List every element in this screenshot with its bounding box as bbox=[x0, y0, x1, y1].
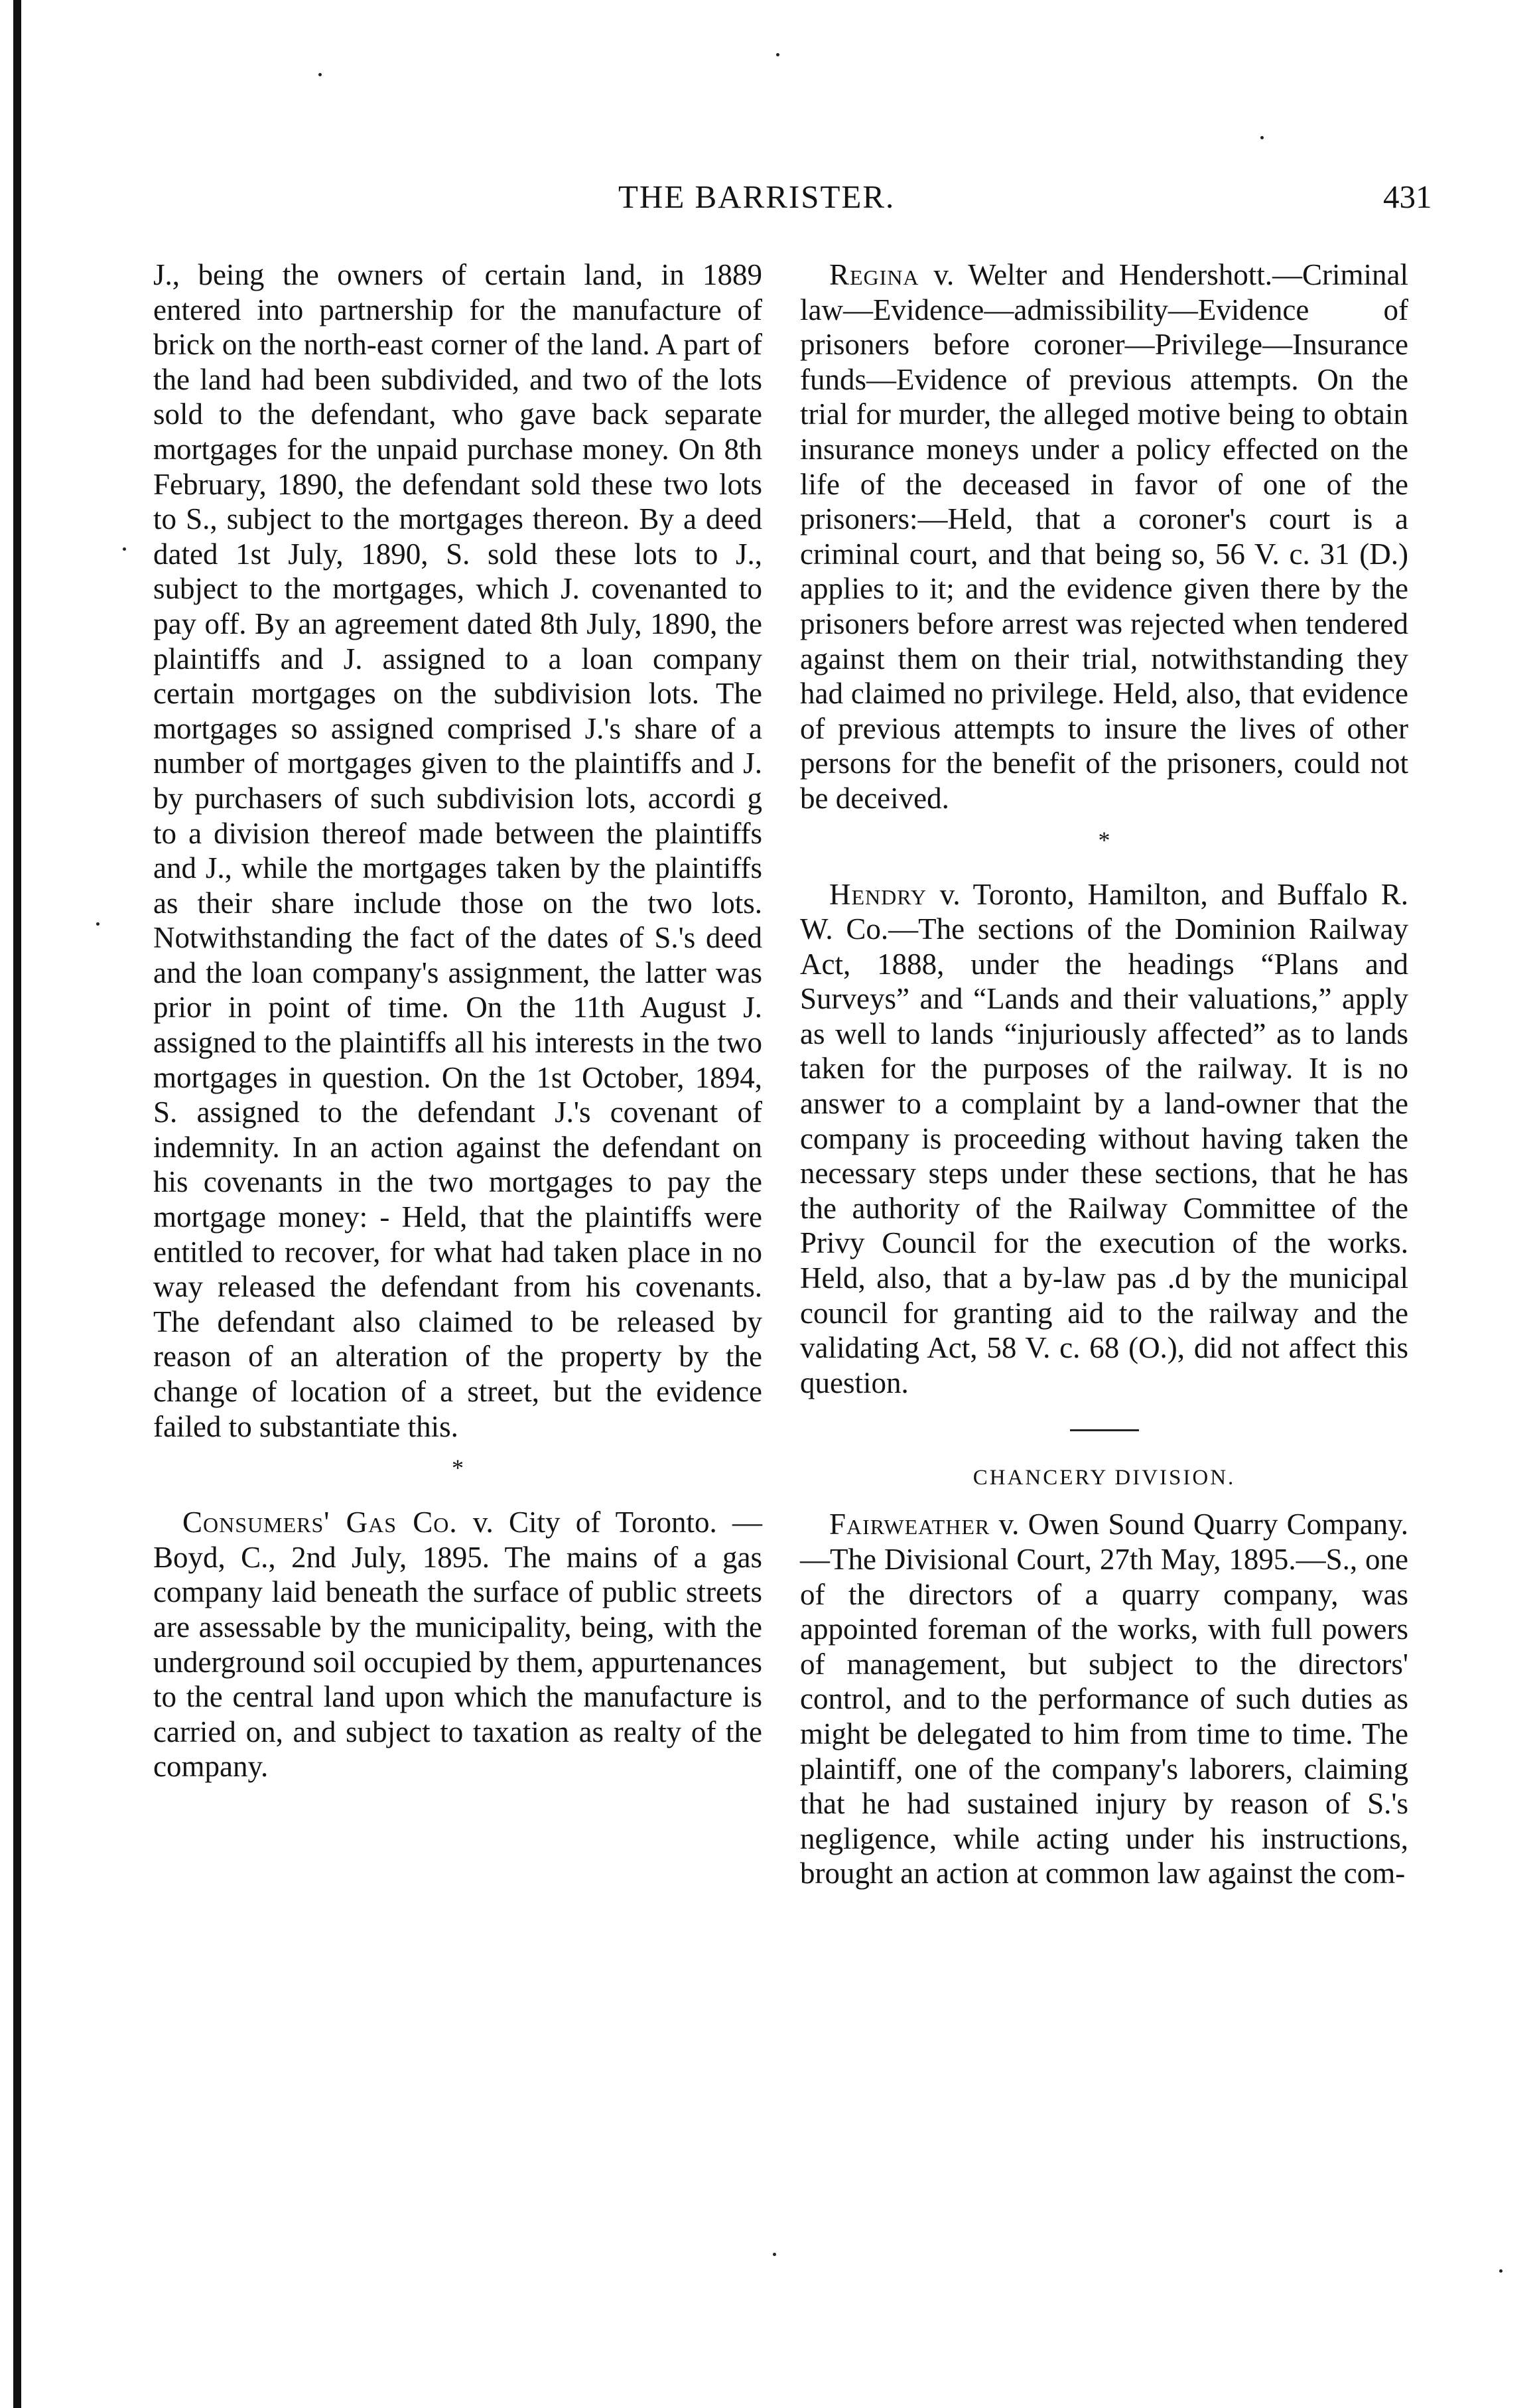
regina-welter-case bbox=[800, 257, 1408, 816]
running-head bbox=[0, 178, 1539, 231]
consumers-gas-case bbox=[153, 1505, 762, 1784]
scan-speck bbox=[776, 53, 779, 56]
hendry-case bbox=[800, 877, 1408, 1401]
case-text: v. City of Toronto. — Boyd, C., 2nd July, 1895. The mains of a gas company laid beneath the surface of public streets are assessable by the municipality, being, with the underground soil occupied by them, appurtenances to the central land upon which the manufacture is carried on, and subject to taxation as realty of the company. bbox=[153, 1506, 763, 1784]
section-rule bbox=[1070, 1429, 1139, 1431]
scan-speck bbox=[318, 73, 322, 76]
case-name: Consumers' Gas Co. bbox=[182, 1506, 458, 1539]
section-separator: * bbox=[452, 1454, 464, 1482]
scan-speck bbox=[773, 2253, 776, 2256]
page-title: THE BARRISTER. bbox=[618, 178, 896, 215]
scan-speck bbox=[123, 547, 126, 551]
section-separator: * bbox=[1098, 826, 1110, 853]
case-text: v. Toronto, Hamilton, and Buffalo R. W. Co.—The sections of the Dominion Railway Act, 1888, under the headings “Plans and Surveys” and “Lands and their valuations,” apply as well to lands “injuriously affected” as to lands taken for the purposes of the railway. It is no answer to a complaint by a land-owner that the company is proceeding without having taken the necessary steps under these sections, that he has the authority of the Railway Committee of the Privy Council for the execution of the works. Held, also, that a by-law pas .d by the municipal council for granting aid to the railway and the validating Act, 58 V. c. 68 (O.), did not affect this question. bbox=[800, 877, 1408, 1399]
left-column bbox=[153, 257, 762, 1784]
scan-speck bbox=[96, 922, 100, 926]
scan-binding-edge bbox=[13, 0, 21, 2408]
page-number: 431 bbox=[1383, 178, 1432, 215]
case-text: v. Welter and Hendershott.—Criminal law—Evidence—admissibility—Evidence of prisoners before coroner—Privilege—Insurance funds—Evidence of previous attempts. On the trial for murder, the alleged motive being to obtain insurance moneys under a policy effected on the life of the deceased in favor of one of the prisoners:—Held, that a coroner's court is a criminal court, and that being so, 56 V. c. 31 (D.) applies to it; and the evidence given there by the prisoners before arrest was rejected when tendered against them on their trial, notwithstanding they had claimed no privilege. Held, also, that evidence of previous attempts to insure the lives of other persons for the benefit of the prisoners, could not be deceived. bbox=[800, 258, 1408, 815]
scan-speck bbox=[1260, 136, 1264, 139]
case-text: v. Owen Sound Quarry Company.—The Divisional Court, 27th May, 1895.—S., one of the directors of a quarry company, was appointed foreman of the works, with full powers of management, but subject to the directors' control, and to the performance of such duties as might be delegated to him from time to time. The plaintiff, one of the company's laborers, claiming that he had sustained injury by reason of S.'s negligence, while acting under his instructions, brought an action at common law against the com- bbox=[800, 1508, 1408, 1890]
case-name: Hendry bbox=[829, 877, 927, 911]
fairweather-case bbox=[800, 1507, 1408, 1891]
case-name: Regina bbox=[829, 258, 919, 291]
scan-speck bbox=[1499, 2269, 1503, 2273]
mortgage-case-paragraph: J., being the owners of certain land, in 1889 entered into partnership for the manufacture of brick on the north-east corner of the land. A part of the land had been subdivided, and two of the lots sold to the defendant, who gave back separate mortgages for the unpaid purchase money. On 8th February, 1890, the defendant sold these two lots to S., subject to the mortgages thereon. By a deed dated 1st July, 1890, S. sold these lots to J., subject to the mortgages, which J. covenanted to pay off. By an agreement dated 8th July, 1890, the plaintiffs and J. assigned to a loan company certain mortgages on the subdivision lots. The mortgages so assigned comprised J.'s share of a number of mortgages given to the plaintiffs and J. by purchasers of such subdivision lots, accordi g to a division thereof made between the plaintiffs and J., while the mortgages taken by the plaintiffs as their share include those on the two lots. Notwithstanding the fact of the dates of S.'s deed and the loan company's assignment, the latter was prior in point of time. On the 11th August J. assigned to the plaintiffs all his interests in the two mortgages in question. On the 1st October, 1894, S. assigned to the defendant J.'s covenant of indemnity. In an action against the defendant on his covenants in the two mortgages to pay the mortgage money: - Held, that the plaintiffs were entitled to recover, for what had taken place in no way released the defendant from his covenants. The defendant also claimed to be released by reason of an alteration of the property by the change of location of a street, but the evidence failed to substantiate this. bbox=[153, 258, 762, 1443]
case-name: Fairweather bbox=[829, 1508, 990, 1541]
chancery-division-heading: CHANCERY DIVISION. bbox=[972, 1466, 1236, 1490]
right-column bbox=[800, 257, 1408, 1891]
